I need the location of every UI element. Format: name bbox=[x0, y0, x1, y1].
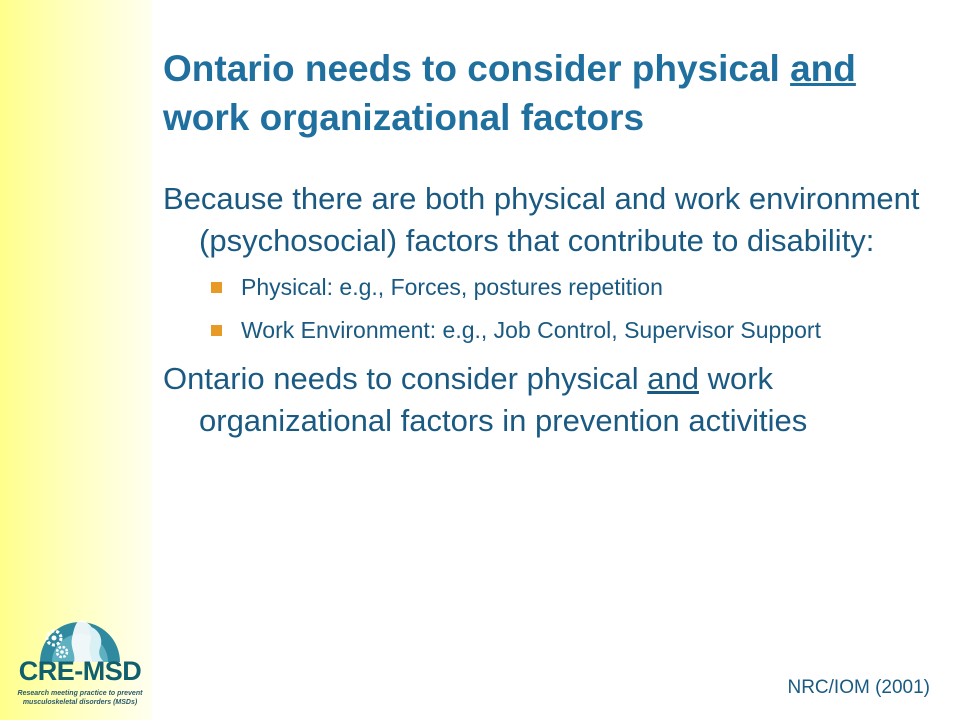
bullet-item-physical bbox=[163, 272, 933, 303]
title-emphasis: and bbox=[790, 48, 856, 89]
square-bullet-icon bbox=[211, 325, 222, 336]
intro-paragraph: Because there are both physical and work environment (psychosocial) factors that contribute to disability: bbox=[163, 181, 920, 258]
conclusion-paragraph: Ontario needs to consider physical and work organizational factors in prevention activities bbox=[163, 361, 808, 438]
logo-tagline: Research meeting practice to prevent musculoskeletal disorders (MSDs) bbox=[17, 690, 143, 706]
conclusion-emphasis: and bbox=[647, 361, 699, 396]
logo-emblem-icon bbox=[12, 612, 148, 662]
slide-title: Ontario needs to consider physical and work organizational factors bbox=[163, 48, 856, 138]
bullet-text: Physical: e.g., Forces, postures repetition bbox=[241, 274, 663, 300]
bullet-item-work-environment bbox=[163, 315, 933, 346]
cre-msd-logo bbox=[12, 612, 148, 716]
citation: NRC/IOM (2001) bbox=[787, 677, 930, 698]
logo-wordmark: CRE-MSD bbox=[18, 656, 142, 686]
bullet-list bbox=[163, 272, 933, 346]
square-bullet-icon bbox=[211, 282, 222, 293]
bullet-text: Work Environment: e.g., Job Control, Supervisor Support bbox=[241, 317, 821, 343]
slide-body bbox=[163, 178, 933, 452]
